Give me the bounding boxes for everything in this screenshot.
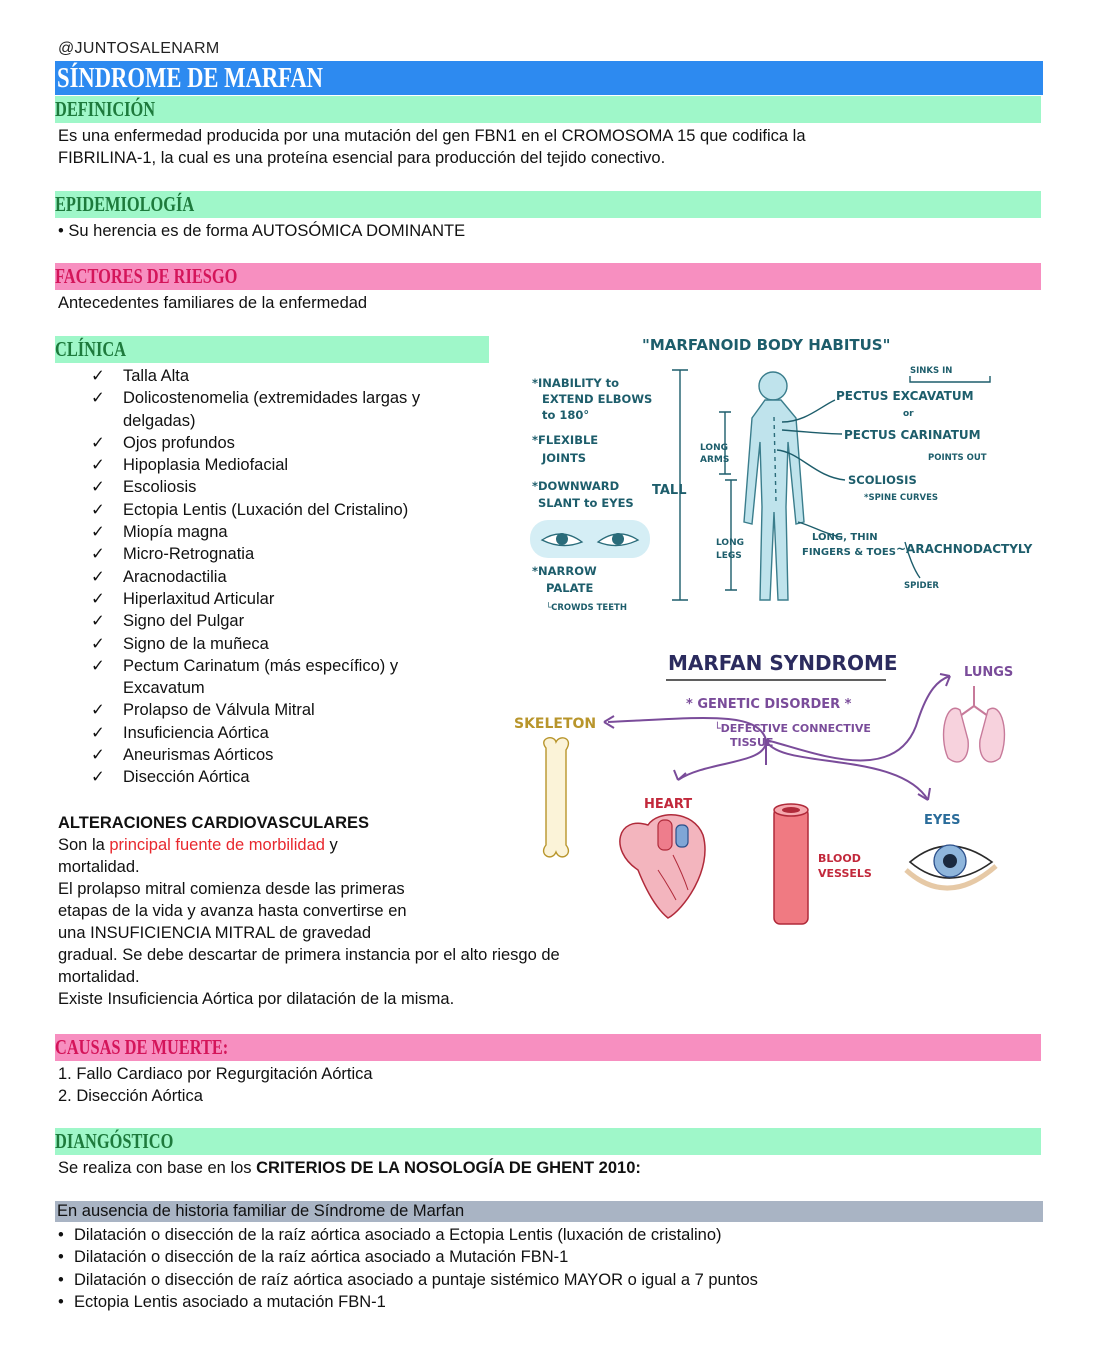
clinica-list-item: ✓ Miopía magna: [91, 521, 511, 543]
label-downward: SLANT to EYES: [538, 496, 634, 510]
criteria-list-item: • Dilatación o disección de la raíz aórtica asociado a Mutación FBN-1: [58, 1246, 1038, 1268]
checkmark-icon: ✓: [91, 723, 105, 742]
cardio-line: etapas de la vida y avanza hasta convertirse en: [58, 902, 407, 920]
checkmark-icon: ✓: [91, 589, 105, 608]
checkmark-icon: ✓: [91, 545, 105, 564]
checkmark-icon: ✓: [91, 523, 105, 542]
clinica-list-item: ✓ Signo de la muñeca: [91, 633, 511, 655]
checkmark-icon: ✓: [91, 433, 105, 452]
cardio-line: mortalidad.: [58, 968, 140, 986]
label-blood-vessels: BLOOD: [818, 852, 861, 865]
clinica-list-item: ✓ Aracnodactilia: [91, 566, 511, 588]
label-long-legs: LEGS: [716, 551, 742, 561]
checkmark-icon: ✓: [91, 612, 105, 631]
clinica-list-item: ✓ Hipoplasia Mediofacial: [91, 454, 511, 476]
label-long-arms: LONG: [700, 443, 728, 453]
clinica-list: [91, 365, 511, 789]
definicion-text: Es una enfermedad producida por una mutación del gen FBN1 en el CROMOSOMA 15 que codifica la FIBRILINA-1, la cual es una proteína esencial para producción del tejido conectivo.: [58, 127, 806, 167]
label-defective: TISSUE: [730, 736, 774, 749]
section-heading-diagnostico: DIANGÓSTICO: [55, 1128, 1041, 1155]
checkmark-icon: ✓: [91, 768, 105, 787]
page-title: SÍNDROME DE MARFAN: [55, 61, 1043, 95]
figure2-title: MARFAN SYNDROME: [668, 651, 898, 675]
label-palate: PALATE: [546, 581, 594, 595]
label-flexible: *FLEXIBLE: [532, 433, 599, 447]
marfanoid-body-figure: [520, 322, 1050, 622]
clinica-list-item: ✓ Prolapso de Válvula Mitral: [91, 699, 511, 721]
clinica-list-item: ✓ Insuficiencia Aórtica: [91, 722, 511, 744]
label-tall: TALL: [652, 483, 687, 498]
section-heading-clinica: CLÍNICA: [55, 336, 489, 363]
causas-list: 1. Fallo Cardiaco por Regurgitación Aórtica 2. Disección Aórtica: [58, 1065, 373, 1105]
factores-text: Antecedentes familiares de la enfermedad: [58, 294, 368, 312]
clinica-list-item: ✓ Aneurismas Aórticos: [91, 744, 511, 766]
criteria-list-item: • Dilatación o disección de raíz aórtica asociado a puntaje sistémico MAYOR o igual a 7 puntos: [58, 1269, 1038, 1291]
checkmark-icon: ✓: [91, 456, 105, 475]
bullet-icon: •: [58, 1248, 64, 1267]
marfan-syndrome-figure: [508, 640, 1048, 940]
criteria-list-item: • Ectopia Lentis asociado a mutación FBN-1: [58, 1291, 1038, 1313]
figure2-labels: [514, 651, 1013, 880]
clinica-list-item: ✓ Ojos profundos: [91, 432, 511, 454]
diagnostico-criteria-list: [58, 1224, 1038, 1313]
label-long-arms: ARMS: [700, 455, 730, 465]
criteria-list-item: • Dilatación o disección de la raíz aórtica asociado a Ectopia Lentis (luxación de cristalino): [58, 1224, 1038, 1246]
checkmark-icon: ✓: [91, 478, 105, 497]
lungs-icon: [944, 686, 1005, 762]
label-heart: HEART: [644, 797, 693, 812]
diagnostico-intro: Se realiza con base en los CRITERIOS DE LA NOSOLOGÍA DE GHENT 2010:: [58, 1159, 641, 1177]
bone-icon: [544, 738, 569, 857]
clinica-list-item: ✓ Ectopia Lentis (Luxación del Cristalino): [91, 499, 511, 521]
body-silhouette-icon: [744, 372, 804, 600]
label-eyes: EYES: [924, 813, 961, 828]
cardio-line: El prolapso mitral comienza desde las primeras: [58, 880, 405, 898]
label-inability: *INABILITY to: [532, 376, 620, 390]
clinica-list-item: ✓ Hiperlaxitud Articular: [91, 588, 511, 610]
cardio-line: Son la principal fuente de morbilidad y: [58, 836, 338, 854]
label-defective: └DEFECTIVE CONNECTIVE: [714, 722, 871, 735]
epidemiologia-item: • Su herencia es de forma AUTOSÓMICA DOMINANTE: [58, 222, 466, 240]
label-downward: *DOWNWARD: [532, 479, 620, 493]
figure1-title: "MARFANOID BODY HABITUS": [642, 336, 891, 354]
label-inability: to 180°: [542, 408, 590, 422]
section-heading-definicion: DEFINICIÓN: [55, 96, 1041, 123]
label-genetic-disorder: * GENETIC DISORDER *: [686, 697, 852, 712]
label-fingers: FINGERS & TOES: [802, 547, 896, 558]
label-scoliosis: SCOLIOSIS: [848, 473, 917, 487]
author-handle: @JUNTOSALENARM: [58, 40, 220, 57]
diagnostico-subheading: En ausencia de historia familiar de Síndrome de Marfan: [55, 1201, 1043, 1222]
label-arachnodactyly: ~ARACHNODACTYLY: [896, 542, 1033, 556]
checkmark-icon: ✓: [91, 567, 105, 586]
bullet-icon: •: [58, 1226, 64, 1244]
label-lungs: LUNGS: [964, 665, 1014, 680]
eye-icon: [906, 845, 996, 888]
bullet-icon: •: [58, 1292, 64, 1311]
label-fingers: LONG, THIN: [812, 532, 878, 543]
cardio-line: una INSUFICIENCIA MITRAL de gravedad: [58, 924, 372, 942]
clinica-list-item: ✓ Disección Aórtica: [91, 766, 511, 788]
section-heading-factores: FACTORES DE RIESGO: [55, 263, 1041, 290]
cardio-line: Existe Insuficiencia Aórtica por dilatación de la misma.: [58, 990, 455, 1008]
checkmark-icon: ✓: [91, 389, 105, 408]
heart-icon: [620, 815, 705, 918]
label-inability: EXTEND ELBOWS: [542, 392, 653, 406]
clinica-list-item: ✓ Dolicostenomelia (extremidades largas y: [91, 387, 511, 409]
clinica-list-item: ✓ Signo del Pulgar: [91, 610, 511, 632]
clinica-list-item: ✓ Talla Alta: [91, 365, 511, 387]
cardio-line: mortalidad.: [58, 858, 140, 876]
label-palate: *NARROW: [532, 564, 597, 578]
label-skeleton: SKELETON: [514, 716, 597, 732]
checkmark-icon: ✓: [91, 500, 105, 519]
label-or: or: [903, 409, 914, 419]
section-heading-epidemiologia: EPIDEMIOLOGÍA: [55, 191, 1041, 218]
checkmark-icon: ✓: [91, 656, 105, 675]
cardio-line: gradual. Se debe descartar de primera instancia por el alto riesgo de: [58, 946, 560, 964]
checkmark-icon: ✓: [91, 746, 105, 765]
section-heading-causas: CAUSAS DE MUERTE:: [55, 1034, 1041, 1061]
blood-vessel-icon: [774, 804, 808, 924]
eyes-slant-icon: [530, 520, 650, 558]
label-pectus-carinatum: PECTUS CARINATUM: [844, 428, 981, 442]
clinica-list-item: delgadas): [123, 411, 196, 430]
cardio-heading: ALTERACIONES CARDIOVASCULARES: [58, 814, 370, 832]
label-spine-curves: *SPINE CURVES: [864, 493, 939, 503]
checkmark-icon: ✓: [91, 634, 105, 653]
label-crowds: └CROWDS TEETH: [546, 603, 627, 613]
clinica-list-item: ✓ Micro-Retrognatia: [91, 543, 511, 565]
checkmark-icon: ✓: [91, 367, 105, 385]
label-points-out: POINTS OUT: [928, 453, 987, 463]
label-long-legs: LONG: [716, 538, 744, 548]
bullet-icon: •: [58, 1270, 64, 1289]
label-flexible: JOINTS: [542, 451, 587, 465]
label-blood-vessels: VESSELS: [818, 867, 872, 880]
checkmark-icon: ✓: [91, 701, 105, 720]
clinica-list-item: Excavatum: [123, 679, 205, 698]
clinica-list-item: ✓ Escoliosis: [91, 476, 511, 498]
label-spider: SPIDER: [904, 581, 939, 591]
label-sinks-in: SINKS IN: [910, 366, 953, 376]
clinica-list-item: ✓ Pectum Carinatum (más específico) y: [91, 655, 511, 677]
label-pectus-excavatum: PECTUS EXCAVATUM: [836, 389, 974, 403]
